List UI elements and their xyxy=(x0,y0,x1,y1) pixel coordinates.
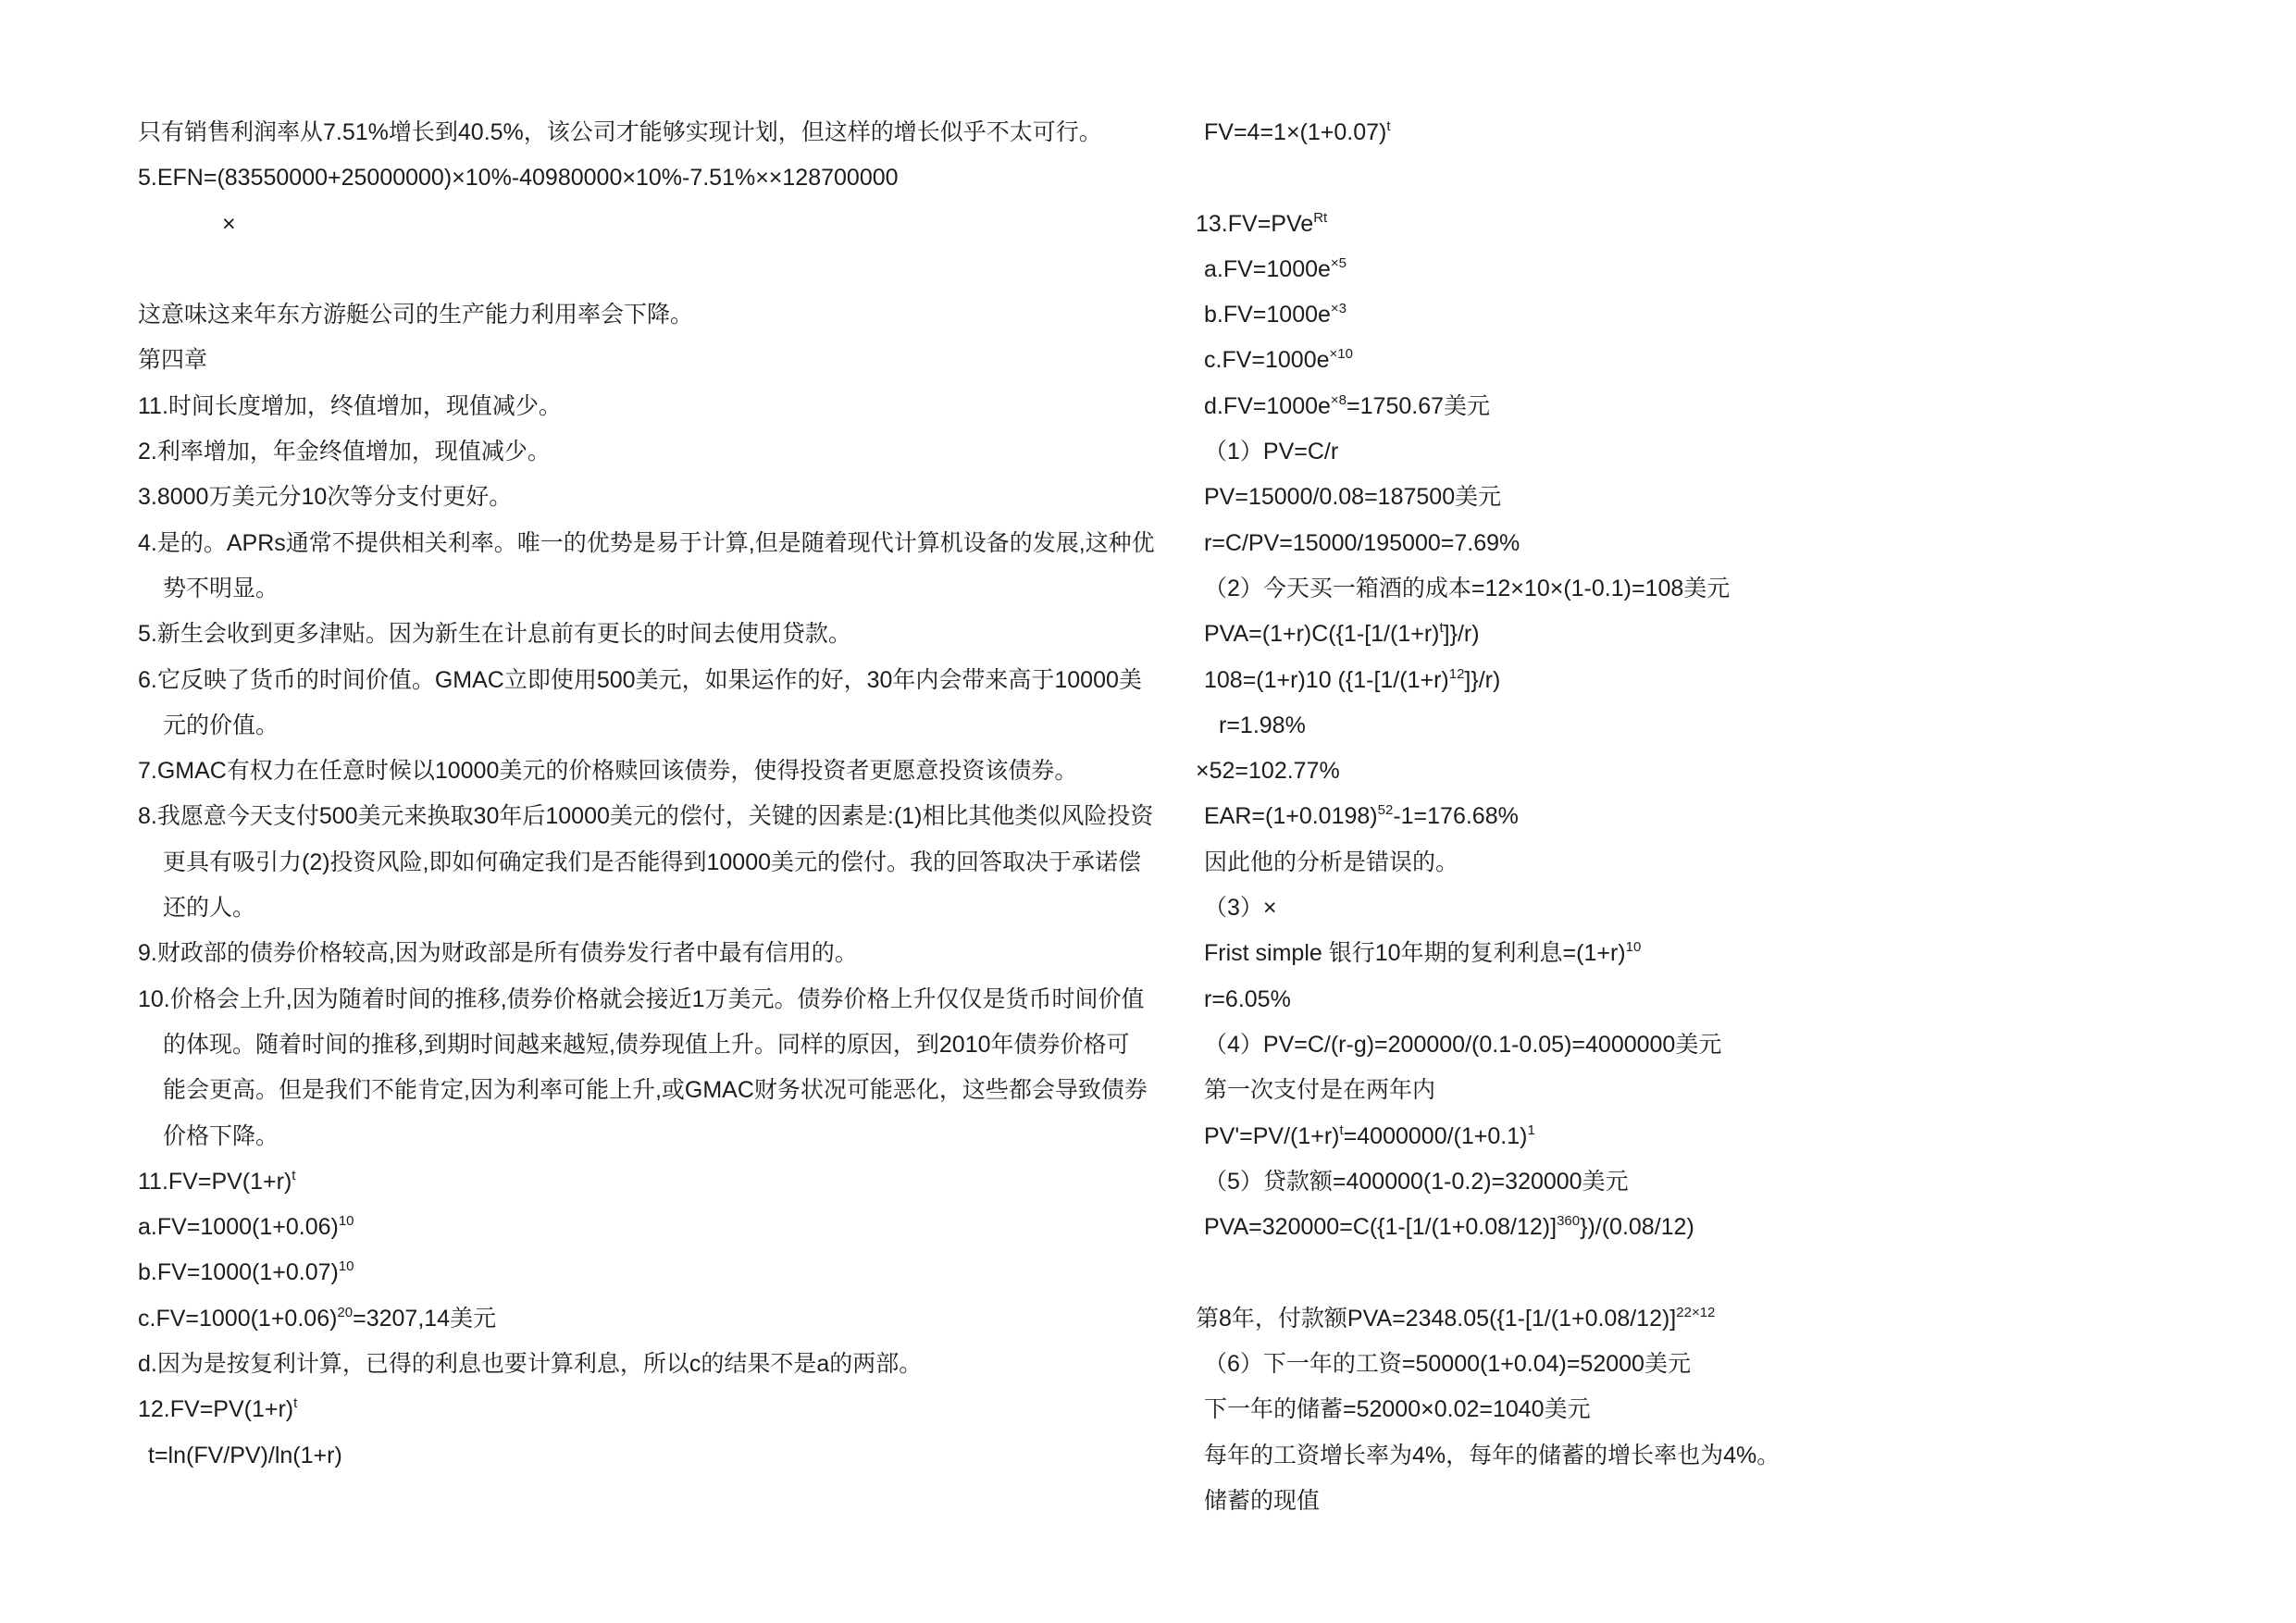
formula-line xyxy=(138,1296,1174,1342)
text-line: 2.利率增加，年金终值增加，现值减少。 xyxy=(138,439,551,465)
left-column xyxy=(138,110,1174,1479)
superscript-exponent: t xyxy=(1386,118,1391,134)
formula-line xyxy=(1196,1205,2269,1250)
formula-text: c.FV=1000(1+0.06) xyxy=(138,1305,338,1332)
formula-line xyxy=(138,1205,1174,1250)
formula-line: （1）PV=C/r xyxy=(1204,439,1339,465)
formula-line xyxy=(1196,247,2269,292)
text-line: 第一次支付是在两年内 xyxy=(1204,1077,1436,1104)
text-line: 11.时间长度增加，终值增加，现值减少。 xyxy=(138,392,562,419)
superscript-exponent: t xyxy=(1439,620,1444,637)
superscript-exponent: 10 xyxy=(338,1213,354,1230)
text-line: 7.GMAC有权力在任意时候以10000美元的价格赎回该债券，使得投资者更愿意投资该债券。 xyxy=(138,758,1078,785)
formula-line: ×52=102.77% xyxy=(1196,758,1340,785)
formula-text: a.FV=1000(1+0.06) xyxy=(138,1214,339,1241)
blank-line xyxy=(138,247,1174,292)
formula-text: ]}/r) xyxy=(1464,666,1501,693)
formula-line xyxy=(1196,384,2269,429)
formula-text: d.FV=1000e xyxy=(1204,392,1331,419)
formula-text: -1=176.68% xyxy=(1393,803,1519,830)
text-line: （5）贷款额=400000(1-0.2)=320000美元 xyxy=(1204,1168,1629,1195)
text-line: 每年的工资增长率为4%，每年的储蓄的增长率也为4%。 xyxy=(1204,1442,1781,1468)
superscript-exponent: 10 xyxy=(338,1258,354,1275)
blank-line xyxy=(1196,1250,2269,1295)
text-line: 3.8000万美元分10次等分支付更好。 xyxy=(138,484,513,511)
text-line: 价格下降。 xyxy=(163,1122,279,1149)
text-line: d.因为是按复利计算，已得的利息也要计算利息，所以c的结果不是a的两部。 xyxy=(138,1351,923,1378)
formula-line xyxy=(138,1387,1174,1432)
text-line: 储蓄的现值 xyxy=(1204,1487,1321,1514)
formula-line xyxy=(138,1250,1174,1295)
formula-text: 12.FV=PV(1+r) xyxy=(138,1396,294,1423)
formula-line: t=ln(FV/PV)/ln(1+r) xyxy=(148,1442,342,1468)
superscript-exponent: 22×12 xyxy=(1676,1304,1716,1320)
superscript-exponent: ×10 xyxy=(1329,346,1353,363)
superscript-exponent: 52 xyxy=(1377,802,1394,819)
superscript-exponent: Rt xyxy=(1313,209,1328,226)
formula-line xyxy=(1196,931,2269,976)
formula-text: FV=4=1×(1+0.07) xyxy=(1204,119,1387,145)
text-line: 这意味这来年东方游艇公司的生产能力利用率会下降。 xyxy=(138,302,694,328)
text-line: 只有销售利润率从7.51%增长到40.5%，该公司才能够实现计划，但这样的增长似乎不太可行。 xyxy=(138,119,1102,145)
text-line: 10.价格会上升,因为随着时间的推移,债券价格就会接近1万美元。债券价格上升仅仅是货币时间价值 xyxy=(138,985,1145,1012)
text-line: 6.它反映了货币的时间价值。GMAC立即使用500美元，如果运作的好，30年内会带来高于10000美 xyxy=(138,666,1142,693)
superscript-exponent: t xyxy=(293,1395,298,1412)
text-line: 的体现。随着时间的推移,到期时间越来越短,债券现值上升。同样的原因，到2010年债券价格可 xyxy=(163,1031,1130,1058)
formula-text: 第8年，付款额PVA=2348.05({1-[1/(1+0.08/12)] xyxy=(1196,1305,1677,1332)
superscript-exponent: t xyxy=(292,1167,296,1183)
text-line: （3）× xyxy=(1204,895,1277,922)
formula-line: r=C/PV=15000/195000=7.69% xyxy=(1204,529,1520,556)
text-line: 5.新生会收到更多津贴。因为新生在计息前有更长的时间去使用贷款。 xyxy=(138,621,851,648)
formula-text: =4000000/(1+0.1) xyxy=(1343,1122,1528,1149)
formula-text: b.FV=1000e xyxy=(1204,302,1331,328)
formula-line xyxy=(1196,202,2269,247)
formula-line xyxy=(1196,658,2269,703)
formula-text: c.FV=1000e xyxy=(1204,347,1330,374)
text-line: 4.是的。APRs通常不提供相关利率。唯一的优势是易于计算,但是随着现代计算机设备的发展,这种优 xyxy=(138,529,1155,556)
formula-text: =1750.67美元 xyxy=(1347,392,1490,419)
formula-text: b.FV=1000(1+0.07) xyxy=(138,1259,339,1286)
text-line: 更具有吸引力(2)投资风险,即如何确定我们是否能得到10000美元的偿付。我的回答取决于承诺偿 xyxy=(163,849,1142,875)
formula-text: 13.FV=PVe xyxy=(1196,210,1314,237)
formula-line: PV=15000/0.08=187500美元 xyxy=(1204,484,1502,511)
text-line: 还的人。 xyxy=(163,895,256,922)
blank-line xyxy=(1196,155,2269,201)
formula-line: r=1.98% xyxy=(1219,712,1306,738)
text-line: 能会更高。但是我们不能肯定,因为利率可能上升,或GMAC财务状况可能恶化，这些都会导致债券 xyxy=(163,1077,1148,1104)
formula-line xyxy=(1196,794,2269,839)
formula-text: PV'=PV/(1+r) xyxy=(1204,1122,1340,1149)
formula-line xyxy=(138,1159,1174,1205)
formula-line xyxy=(1196,1114,2269,1159)
text-line: 9.财政部的债券价格较高,因为财政部是所有债券发行者中最有信用的。 xyxy=(138,940,858,967)
right-column xyxy=(1196,110,2269,1524)
formula-text: PVA=320000=C({1-[1/(1+0.08/12)] xyxy=(1204,1214,1558,1241)
formula-text: 108=(1+r)10 ({1-[1/(1+r) xyxy=(1204,666,1449,693)
formula-line xyxy=(1196,110,2269,155)
formula-text: PVA=(1+r)C({1-[1/(1+r) xyxy=(1204,621,1440,648)
text-line: （6）下一年的工资=50000(1+0.04)=52000美元 xyxy=(1204,1351,1691,1378)
superscript-exponent: 360 xyxy=(1557,1213,1581,1230)
formula-line xyxy=(1196,292,2269,338)
formula-line: r=6.05% xyxy=(1204,985,1291,1012)
text-line: 元的价值。 xyxy=(163,712,279,738)
superscript-exponent: 1 xyxy=(1527,1121,1535,1138)
formula-line xyxy=(1196,338,2269,383)
formula-text: 11.FV=PV(1+r) xyxy=(138,1168,292,1195)
superscript-exponent: ×5 xyxy=(1330,254,1347,271)
formula-text: a.FV=1000e xyxy=(1204,255,1331,282)
formula-text: EAR=(1+0.0198) xyxy=(1204,803,1378,830)
formula-line xyxy=(1196,612,2269,657)
superscript-exponent: t xyxy=(1339,1121,1344,1138)
superscript-exponent: 10 xyxy=(1625,939,1642,956)
text-line: × xyxy=(222,210,236,237)
superscript-exponent: ×3 xyxy=(1330,301,1347,317)
chapter-heading: 第四章 xyxy=(138,347,208,374)
superscript-exponent: 12 xyxy=(1448,665,1465,682)
superscript-exponent: ×8 xyxy=(1330,391,1347,408)
formula-text: =3207,14美元 xyxy=(353,1305,497,1332)
superscript-exponent: 20 xyxy=(337,1304,354,1320)
text-line: 因此他的分析是错误的。 xyxy=(1204,849,1459,875)
formula-text: })/(0.08/12) xyxy=(1580,1214,1694,1241)
text-line: 下一年的储蓄=52000×0.02=1040美元 xyxy=(1204,1396,1591,1423)
text-line: 势不明显。 xyxy=(163,575,279,601)
formula-text: ]}/r) xyxy=(1443,621,1480,648)
text-line: （2）今天买一箱酒的成本=12×10×(1-0.1)=108美元 xyxy=(1204,575,1731,601)
formula-text: Frist simple 银行10年期的复利利息=(1+r) xyxy=(1204,940,1626,967)
formula-line xyxy=(1196,1296,2269,1342)
text-line: 5.EFN=(83550000+25000000)×10%-40980000×10%-7.51%××128700000 xyxy=(138,165,899,192)
text-line: 8.我愿意今天支付500美元来换取30年后10000美元的偿付，关键的因素是:(1)相比其他类似风险投资 xyxy=(138,803,1154,830)
formula-line: （4）PV=C/(r-g)=200000/(0.1-0.05)=4000000美元 xyxy=(1204,1031,1722,1058)
